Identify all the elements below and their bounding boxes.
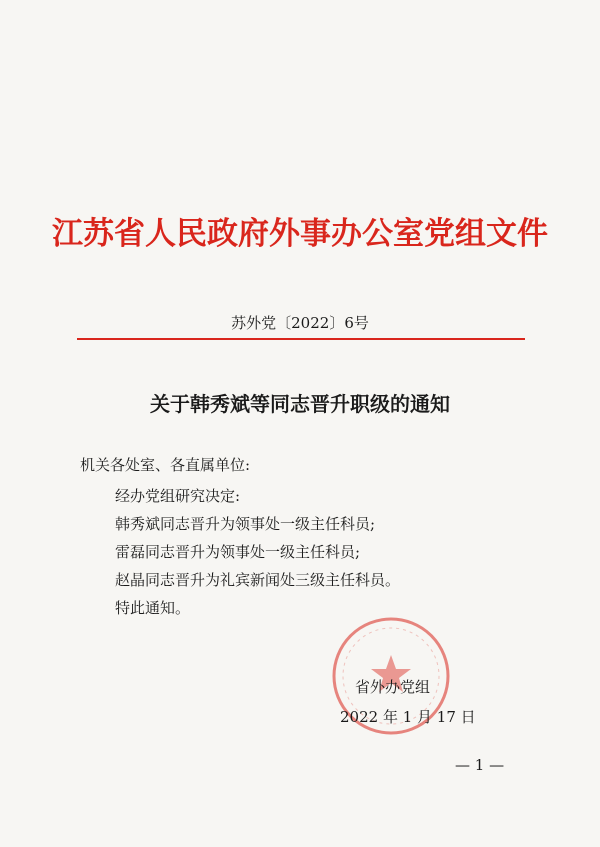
- document-number: 苏外党〔2022〕6号: [231, 314, 369, 332]
- issue-date: 2022 年 1 月 17 日: [340, 708, 476, 726]
- issuer-header: 江苏省人民政府外事办公室党组文件: [52, 216, 548, 252]
- signatory: 省外办党组: [355, 678, 431, 696]
- paragraph-2: 韩秀斌同志晋升为领事处一级主任科员;: [115, 515, 376, 533]
- paragraph-3: 雷磊同志晋升为领事处一级主任科员;: [115, 543, 361, 561]
- paragraph-5: 特此通知。: [115, 599, 191, 617]
- paragraph-1: 经办党组研究决定:: [115, 487, 241, 505]
- paragraph-4: 赵晶同志晋升为礼宾新闻处三级主任科员。: [115, 571, 401, 589]
- document-title: 关于韩秀斌等同志晋升职级的通知: [150, 392, 450, 416]
- page-number: — 1 —: [455, 756, 505, 774]
- salutation: 机关各处室、各直属单位:: [80, 456, 251, 474]
- red-divider: [77, 338, 525, 340]
